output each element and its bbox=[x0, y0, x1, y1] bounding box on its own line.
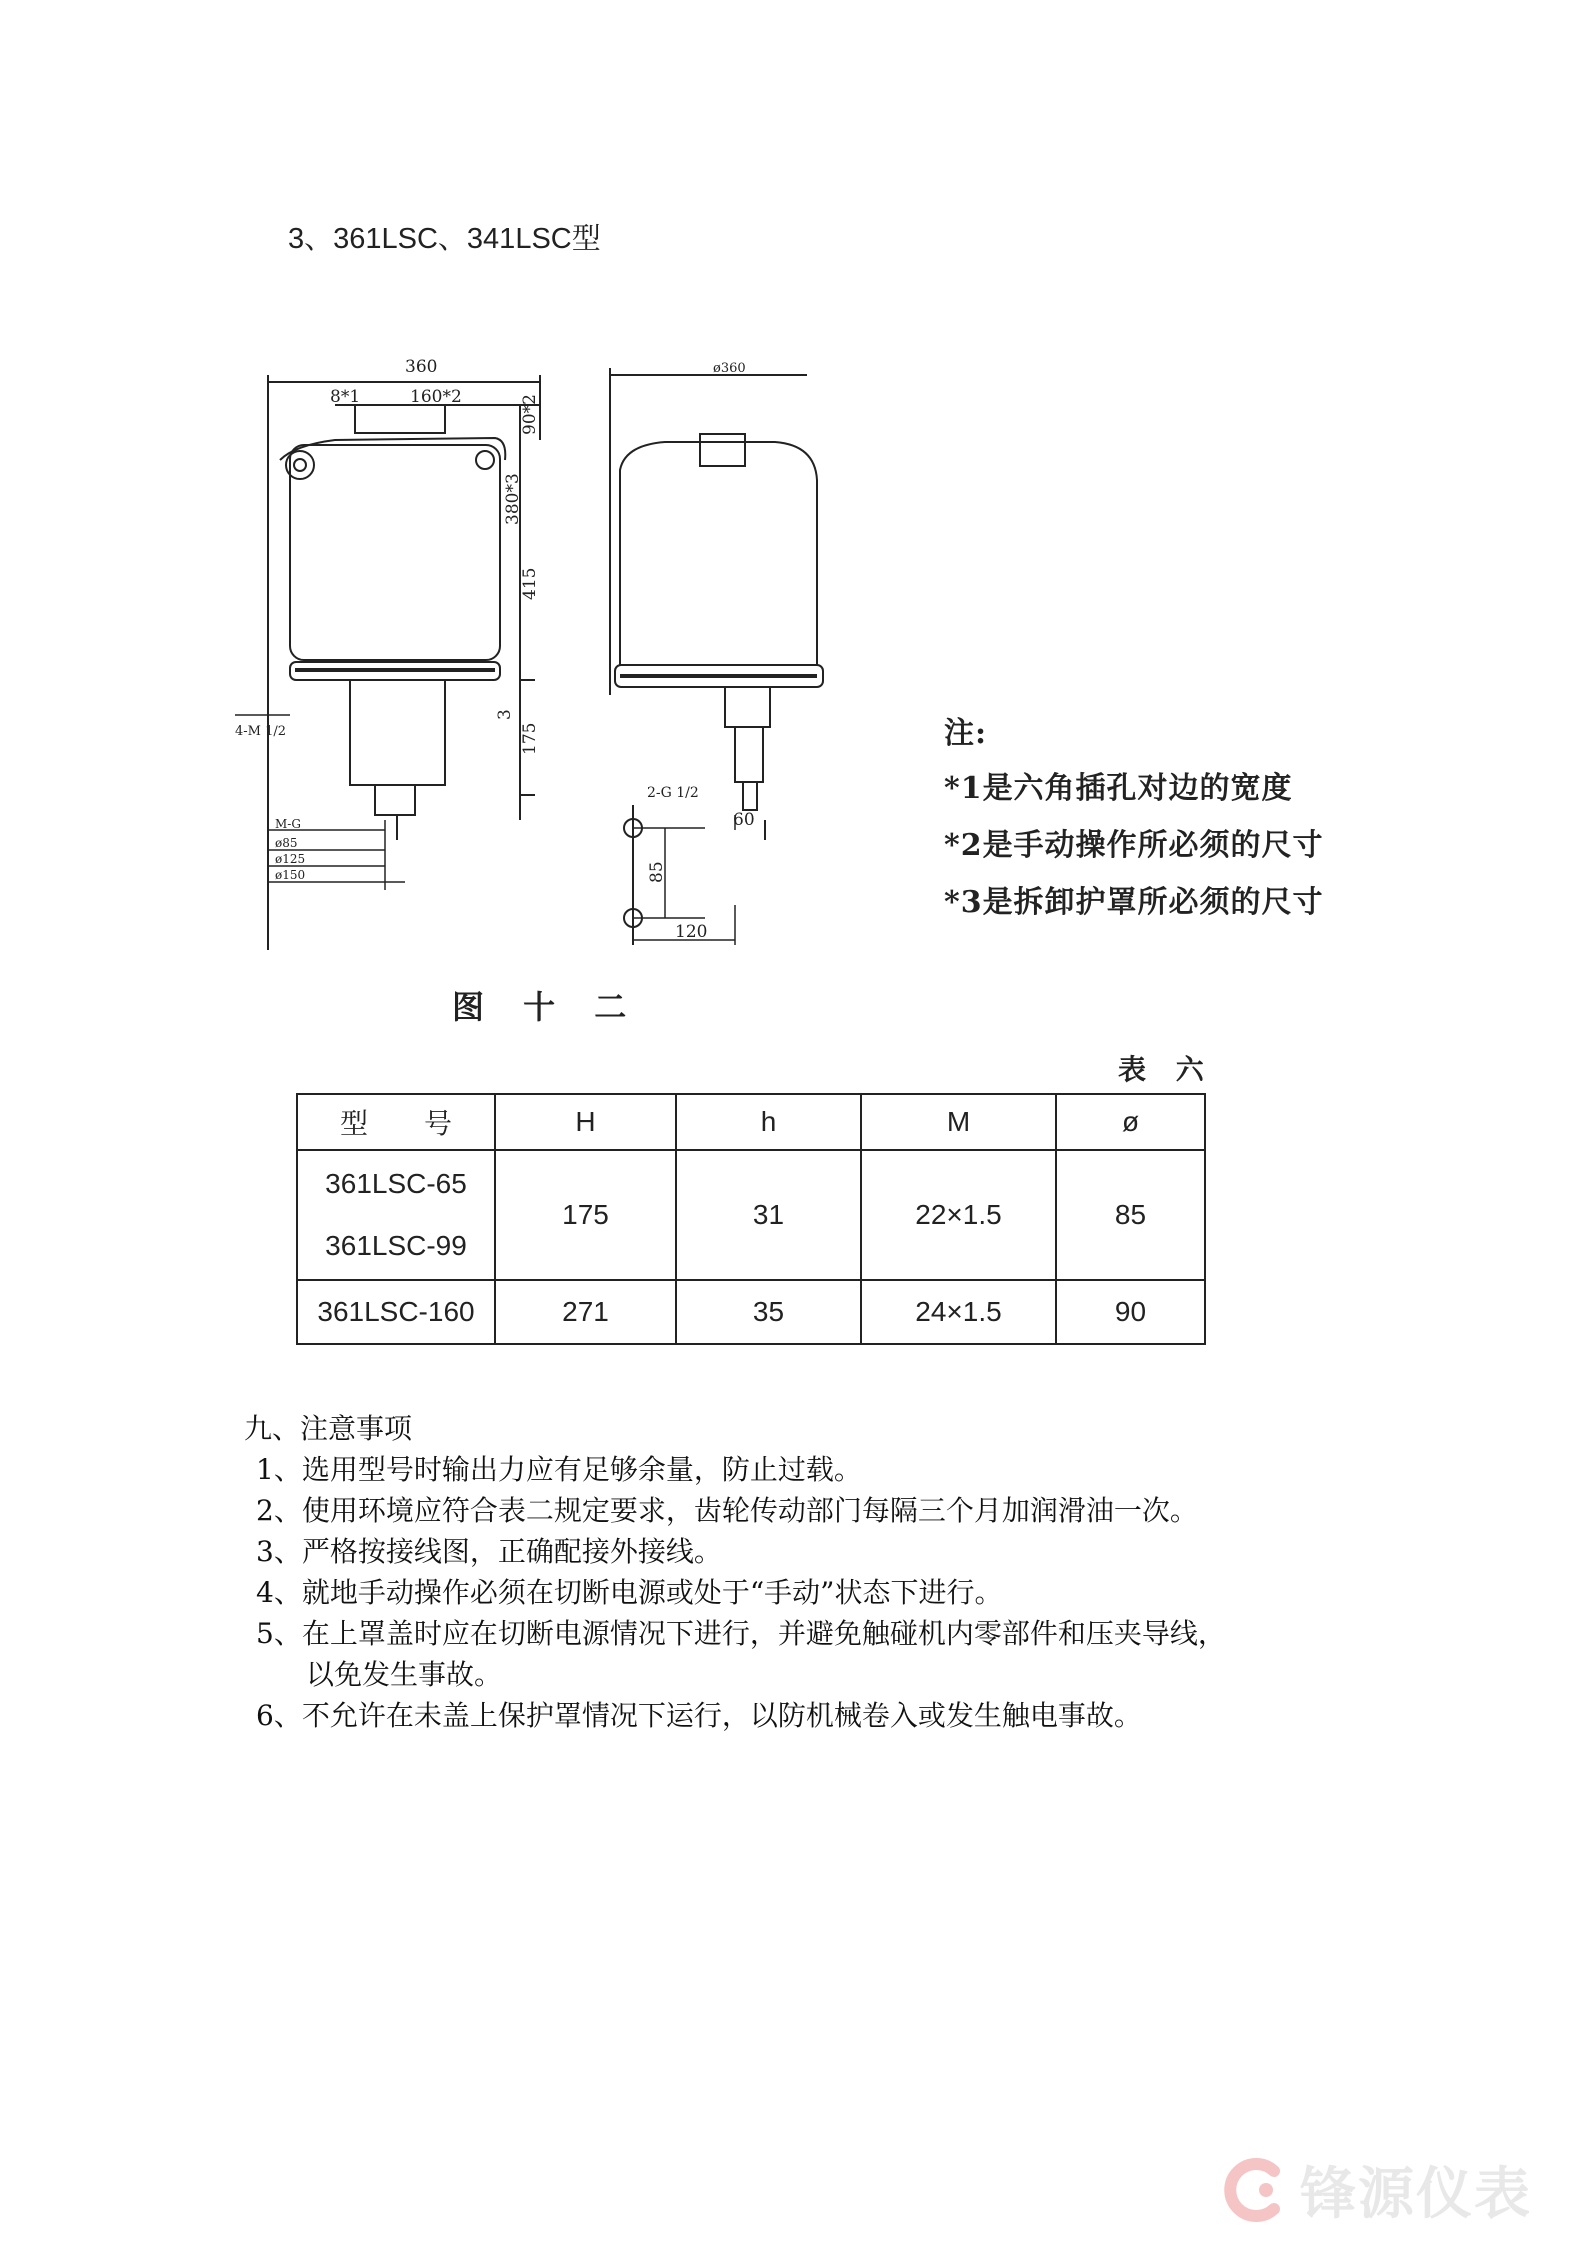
dim-height-label: 415 bbox=[520, 567, 540, 600]
figure-caption: 图 十 二 bbox=[452, 988, 641, 1026]
cell-model: 361LSC-160 bbox=[297, 1280, 495, 1344]
cell-models bbox=[297, 1150, 495, 1280]
precautions-section bbox=[244, 1408, 1226, 1736]
dim-diameter-label: ø360 bbox=[713, 361, 746, 376]
cell-h: 31 bbox=[676, 1150, 861, 1280]
cell-model: 361LSC-65 bbox=[325, 1168, 467, 1199]
header-model: 型 号 bbox=[297, 1094, 495, 1150]
dim-conduit2-label: 2-G 1/2 bbox=[647, 785, 699, 801]
dim-d85-label: ø85 bbox=[275, 836, 298, 850]
precaution-item: 1、选用型号时输出力应有足够余量，防止过载。 bbox=[256, 1453, 862, 1486]
technical-drawing bbox=[235, 350, 915, 950]
dim-hex-label: 8*1 bbox=[330, 387, 361, 407]
section-heading: 3、361LSC、341LSC型 bbox=[288, 223, 601, 255]
precaution-item: 5、在上罩盖时应在切断电源情况下进行，并避免触碰机内零部件和压夹导线， bbox=[256, 1617, 1226, 1650]
note-1: *1是六角插孔对边的宽度 bbox=[944, 771, 1293, 806]
precaution-item: 3、严格按接线图，正确配接外接线。 bbox=[256, 1535, 722, 1568]
header-phi: ø bbox=[1056, 1094, 1205, 1150]
header-M: M bbox=[861, 1094, 1056, 1150]
dim-gap-label: 3 bbox=[495, 709, 515, 720]
cell-h: 35 bbox=[676, 1280, 861, 1344]
dim-85-label: 85 bbox=[647, 861, 667, 883]
dim-m-label: M-G bbox=[275, 817, 301, 831]
dim-handwheel-label: 160*2 bbox=[410, 387, 462, 407]
dim-120-label: 120 bbox=[675, 922, 708, 942]
note-2: *2是手动操作所必须的尺寸 bbox=[944, 828, 1324, 863]
table-header-row bbox=[297, 1094, 1205, 1150]
dim-d150-label: ø150 bbox=[275, 868, 306, 882]
precaution-item: 4、就地手动操作必须在切断电源或处于“手动”状态下进行。 bbox=[256, 1576, 1003, 1609]
right-view bbox=[610, 368, 823, 945]
dim-cover-label: 380*3 bbox=[503, 473, 523, 525]
cell-phi: 90 bbox=[1056, 1280, 1205, 1344]
spec-table bbox=[296, 1093, 1206, 1345]
cell-M: 22×1.5 bbox=[861, 1150, 1056, 1280]
dim-top-label: 90*2 bbox=[520, 394, 540, 435]
cell-model: 361LSC-99 bbox=[325, 1230, 467, 1261]
precaution-item: 6、不允许在未盖上保护罩情况下运行，以防机械卷入或发生触电事故。 bbox=[256, 1699, 1142, 1732]
cell-M: 24×1.5 bbox=[861, 1280, 1056, 1344]
notes-title: 注: bbox=[944, 716, 988, 751]
cell-phi: 85 bbox=[1056, 1150, 1205, 1280]
cell-H: 175 bbox=[495, 1150, 676, 1280]
note-3: *3是拆卸护罩所必须的尺寸 bbox=[944, 885, 1324, 920]
watermark bbox=[1220, 2150, 1532, 2230]
header-H: H bbox=[495, 1094, 676, 1150]
watermark-text: 锋源仪表 bbox=[1300, 2162, 1532, 2227]
table-row bbox=[297, 1280, 1205, 1344]
dim-width-label: 360 bbox=[405, 357, 438, 377]
table-row bbox=[297, 1150, 1205, 1280]
precaution-item-continuation: 以免发生事故。 bbox=[306, 1658, 503, 1691]
table-caption: 表 六 bbox=[1118, 1053, 1214, 1086]
cell-H: 271 bbox=[495, 1280, 676, 1344]
watermark-logo-icon bbox=[1220, 2157, 1286, 2223]
precautions-title: 九、注意事项 bbox=[244, 1412, 413, 1445]
dim-60-label: 60 bbox=[733, 810, 755, 830]
dim-d125-label: ø125 bbox=[275, 852, 306, 866]
dim-conduit-label: 4-M 1/2 bbox=[235, 724, 287, 739]
dim-shaft-label: 175 bbox=[520, 722, 540, 755]
precaution-item: 2、使用环境应符合表二规定要求，齿轮传动部门每隔三个月加润滑油一次。 bbox=[256, 1494, 1198, 1527]
header-h: h bbox=[676, 1094, 861, 1150]
